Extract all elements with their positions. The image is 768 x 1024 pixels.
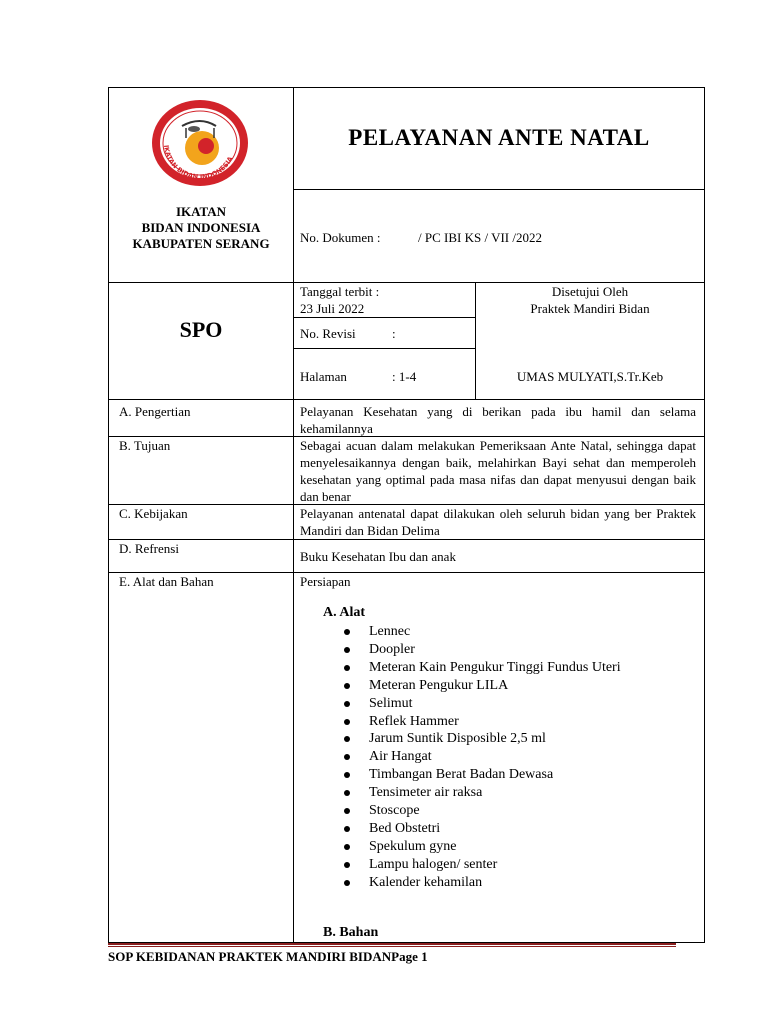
list-item: Jarum Suntik Disposible 2,5 ml [344,730,621,748]
alat-bahan-label: E. Alat dan Bahan [119,574,214,589]
approver-name: UMAS MULYATI,S.Tr.Keb [516,369,664,384]
approved-by-line1: Disetujui Oleh [551,284,629,299]
persiapan-text: Persiapan [300,574,351,589]
doc-number-value: / PC IBI KS / VII /2022 [418,230,542,245]
approved-by-line2: Praktek Mandiri Bidan [530,301,650,316]
bullet-icon [344,683,350,689]
spo-label: SPO [179,317,223,342]
row-e-label-cell [108,572,294,943]
footer-rule-thin [108,946,676,947]
list-item: Spekulum gyne [344,838,621,856]
revisi-label: No. Revisi [300,326,356,341]
org-name-line1: IKATAN [175,204,227,219]
tanggal-value: 23 Juli 2022 [300,301,365,316]
alat-heading: A. Alat [323,605,365,620]
bullet-icon [344,629,350,635]
list-item: Tensimeter air raksa [344,784,621,802]
bullet-icon [344,790,350,796]
bullet-icon [344,826,350,832]
bullet-icon [344,844,350,850]
list-item: Selimut [344,695,621,713]
list-item: Meteran Pengukur LILA [344,677,621,695]
footer-text: SOP KEBIDANAN PRAKTEK MANDIRI BIDANPage 1 [108,949,428,964]
bullet-icon [344,719,350,725]
doc-number-label: No. Dokumen : [300,230,381,245]
list-item: Bed Obstetri [344,820,621,838]
pengertian-label: A. Pengertian [119,404,191,419]
bullet-icon [344,701,350,707]
tujuan-text: Sebagai acuan dalam melakukan Pemeriksaan Ante Natal, sehingga dapat menyelesaikannya dengan baik, melahirkan Bayi sehat dan memperoleh kesehatan yang optimal pada masa nifas dan dapat menyusui dengan baik dan benar [300,438,696,504]
bullet-icon [344,754,350,760]
svg-text:IKATAN BIDAN INDONESIA: IKATAN BIDAN INDONESIA [162,144,235,182]
list-item: Reflek Hammer [344,713,621,731]
footer-rule [108,943,676,945]
kebijakan-label: C. Kebijakan [119,506,188,521]
halaman-value: : 1-4 [392,369,417,384]
bullet-icon [344,862,350,868]
list-item: Timbangan Berat Badan Dewasa [344,766,621,784]
revisi-colon: : [392,326,396,341]
tujuan-label: B. Tujuan [119,438,171,453]
halaman-label: Halaman [300,369,347,384]
bullet-icon [344,772,350,778]
org-name-line2: BIDAN INDONESIA [141,220,261,235]
bullet-icon [344,880,350,886]
list-item: Doopler [344,641,621,659]
org-name-line3: KABUPATEN SERANG [132,236,270,251]
refrensi-label: D. Refrensi [119,541,179,556]
list-item: Kalender kehamilan [344,874,621,892]
bullet-icon [344,647,350,653]
alat-list [344,623,621,892]
list-item: Stoscope [344,802,621,820]
tanggal-label: Tanggal terbit : [300,284,380,299]
bullet-icon [344,665,350,671]
refrensi-text: Buku Kesehatan Ibu dan anak [300,549,456,564]
pengertian-text: Pelayanan Kesehatan yang di berikan pada ibu hamil dan selama kehamilannya [300,404,696,436]
list-item: Lennec [344,623,621,641]
list-item: Lampu halogen/ senter [344,856,621,874]
document-title: PELAYANAN ANTE NATAL [348,125,650,150]
kebijakan-text: Pelayanan antenatal dapat dilakukan oleh seluruh bidan yang ber Praktek Mandiri dan Bidan Delima [300,506,696,538]
bullet-icon [344,736,350,742]
bahan-heading: B. Bahan [323,925,379,940]
list-item: Meteran Kain Pengukur Tinggi Fundus Uteri [344,659,621,677]
list-item: Air Hangat [344,748,621,766]
ibi-logo [150,98,250,188]
bullet-icon [344,808,350,814]
